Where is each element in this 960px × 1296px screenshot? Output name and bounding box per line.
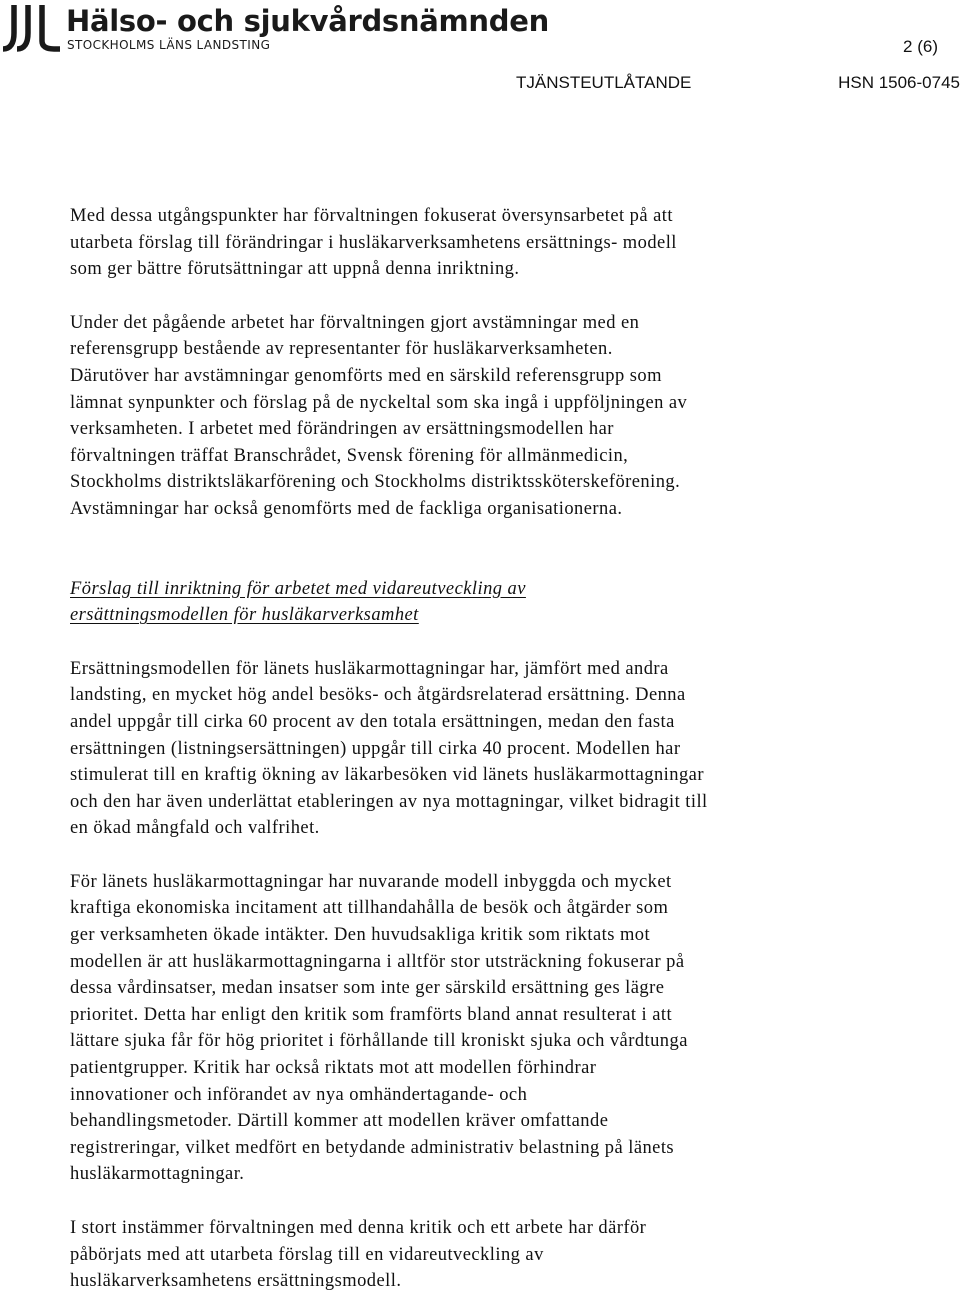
paragraph-current-model: [70, 656, 860, 842]
text-line: innovationer och införandet av nya omhändertagande- och: [70, 1084, 528, 1105]
text-line: Avstämningar har också genomförts med de fackliga organisationerna.: [70, 498, 623, 519]
text-line: lämnat synpunkter och förslag på de nyckeltal som ska ingå i uppföljningen av: [70, 392, 688, 413]
text-line: förvaltningen träffat Branschrådet, Svensk förening för allmänmedicin,: [70, 445, 629, 466]
section-heading: [70, 576, 860, 629]
page-number: 2 (6): [903, 37, 938, 56]
text-line: Stockholms distriktsläkarförening och Stockholms distriktssköterskeförening.: [70, 472, 681, 493]
org-name: Hälso- och sjukvårdsnämnden: [66, 4, 549, 38]
text-line: registreringar, vilket medfört en betydande administrativ belastning på länets: [70, 1137, 675, 1158]
text-line: dessa vårdinsatser, medan insatser som inte ger särskild ersättning ges lägre: [70, 978, 665, 999]
text-line: För länets husläkarmottagningar har nuvarande modell inbyggda och mycket: [70, 871, 672, 892]
text-line: lättare sjuka får för hög prioritet i förhållande till kroniskt sjuka och vårdtunga: [70, 1031, 688, 1052]
heading-line: Förslag till inriktning för arbetet med vidareutveckling av: [70, 578, 526, 599]
org-logo: [0, 3, 549, 53]
paragraph-consultations: [70, 310, 860, 523]
text-line: andel uppgår till cirka 60 procent av den totala ersättningen, medan den fasta: [70, 711, 675, 732]
text-line: ger verksamheten ökade intäkter. Den huvudsakliga kritik som riktats mot: [70, 925, 651, 946]
document-id: HSN 1506-0745: [838, 73, 960, 92]
paragraph-criticism: [70, 869, 860, 1188]
text-line: påbörjats med att utarbeta förslag till en vidareutveckling av: [70, 1244, 544, 1265]
text-line: landsting, en mycket hög andel besöks- och åtgärdsrelaterad ersättning. Denna: [70, 685, 686, 706]
text-line: prioritet. Detta har enligt den kritik som framförts bland annat resulterat i att: [70, 1004, 673, 1025]
org-subtitle: STOCKHOLMS LÄNS LANDSTING: [67, 38, 271, 52]
text-line: Med dessa utgångspunkter har förvaltningen fokuserat översynsarbetet på att: [70, 206, 673, 226]
heading-line: ersättningsmodellen för husläkarverksamhet: [70, 605, 419, 626]
text-line: som ger bättre förutsättningar att uppnå denna inriktning.: [70, 259, 520, 280]
text-line: referensgrupp bestående av representanter för husläkarverksamheten.: [70, 339, 613, 360]
text-line: behandlingsmetoder. Därtill kommer att modellen kräver omfattande: [70, 1111, 609, 1132]
document-type: TJÄNSTEUTLÅTANDE: [516, 73, 692, 92]
text-line: husläkarverksamhetens ersättningsmodell.: [70, 1271, 402, 1292]
text-line: Därutöver har avstämningar genomförts med en särskild referensgrupp som: [70, 365, 662, 386]
text-line: ersättningen (listningsersättningen) uppgår till cirka 40 procent. Modellen har: [70, 738, 681, 759]
text-line: modellen är att husläkarmottagningarna i alltför stor utsträckning fokuserar på: [70, 951, 685, 972]
text-line: verksamheten. I arbetet med förändringen av ersättningsmodellen har: [70, 419, 614, 440]
text-line: utarbeta förslag till förändringar i husläkarverksamhetens ersättnings- modell: [70, 232, 677, 253]
paragraph-intro: [70, 203, 860, 283]
text-line: Ersättningsmodellen för länets husläkarmottagningar har, jämfört med andra: [70, 658, 669, 679]
text-line: husläkarmottagningar.: [70, 1164, 245, 1185]
text-line: en ökad mångfald och valfrihet.: [70, 818, 320, 839]
text-line: patientgrupper. Kritik har också riktats mot att modellen förhindrar: [70, 1058, 597, 1079]
text-line: stimulerat till en kraftig ökning av läkarbesöken vid länets husläkarmottagningar: [70, 765, 704, 786]
text-line: och den har även underlättat etableringen av nya mottagningar, vilket bidragit till: [70, 791, 708, 812]
text-line: Under det pågående arbetet har förvaltningen gjort avstämningar med en: [70, 312, 640, 333]
sll-logo-mark-icon: [0, 3, 62, 53]
text-line: I stort instämmer förvaltningen med denna kritik och ett arbete har därför: [70, 1218, 647, 1238]
document-body: [70, 203, 860, 1295]
paragraph-conclusion: [70, 1215, 860, 1295]
text-line: kraftiga ekonomiska incitament att tillhandahålla de besök och åtgärder som: [70, 898, 669, 919]
